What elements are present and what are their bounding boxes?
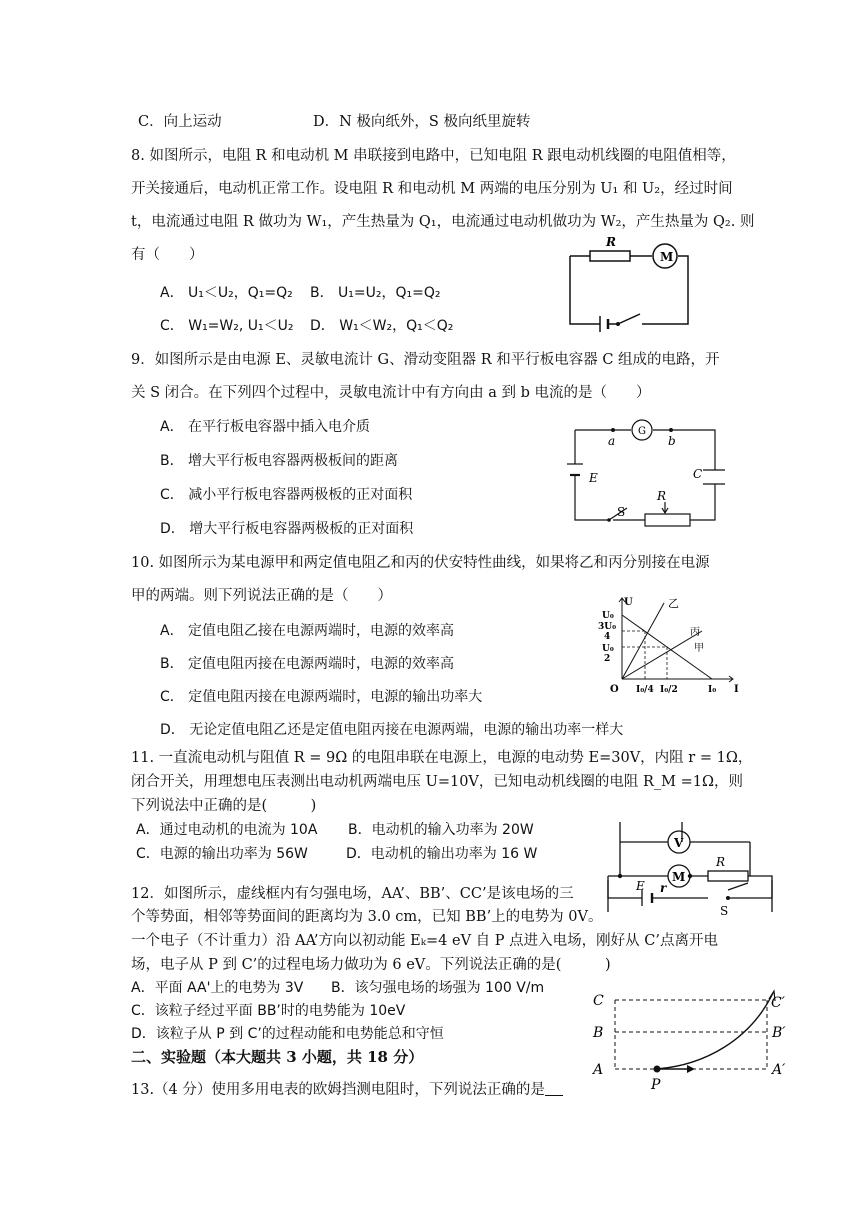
q12-text-line: 12．如图所示，虚线框内有匀强电场，AA’、BB’、CC’是该电场的三: [131, 886, 574, 902]
q13-text: 13.（4 分）使用多用电表的欧姆挡测电阻时，下列说法正确的是: [131, 1082, 545, 1098]
q11-text-line: 11. 一直流电动机与阻值 R = 9Ω 的电阻串联在电源上，电源的电动势 E=30V，内阻 r = 1Ω，: [131, 750, 753, 766]
q9-text-line: 9．如图所示是由电源 E、灵敏电流计 G、滑动变阻器 R 和平行板电容器 C 组成的电路，开: [131, 352, 720, 368]
q11-fig-label-e: E: [636, 880, 645, 893]
q12-fig-label-c-prime: C′: [771, 995, 785, 1011]
q12-fig-label-c: C: [593, 993, 604, 1009]
q12-option-b: B．该匀强电场的场强为 100 V/m: [331, 980, 545, 996]
q10-tick-u0-half-denominator: 2: [604, 654, 611, 664]
q10-axis-label-i: I: [734, 684, 739, 695]
q8-option-b: B． U₁=U₂，Q₁=Q₂: [310, 285, 441, 301]
q13-text-line: [131, 1080, 563, 1100]
q9-option-d: D． 增大平行板电容器两极板的正对面积: [160, 521, 414, 537]
q10-text-line: 10. 如图所示为某电源甲和两定值电阻乙和丙的伏安特性曲线，如果将乙和丙分别接在电源: [131, 555, 710, 571]
q9-option-c: C． 减小平行板电容器两极板的正对面积: [160, 487, 413, 503]
q11-fig-label-v: V: [674, 836, 684, 850]
q12-fig-label-a: A: [593, 1062, 604, 1078]
q8-text-line: 有（ ）: [131, 247, 204, 263]
q9-fig-label-b: b: [668, 434, 676, 448]
q12-option-a: A．平面 AA'上的电势为 3V: [131, 980, 304, 996]
q10-axis-label-u: U: [624, 597, 633, 608]
q8-text-line: t，电流通过电阻 R 做功为 W₁，产生热量为 Q₁，电流通过电动机做功为 W₂，产生热量为 Q₂. 则: [131, 214, 755, 230]
q10-tick-i0-quarter: I₀/4: [636, 685, 654, 695]
q11-fig-label-s: S: [720, 904, 729, 918]
q10-origin-label: O: [610, 684, 619, 695]
q11-option-b: B．电动机的输入功率为 20W: [348, 822, 534, 838]
q10-tick-i0-half: I₀/2: [660, 685, 678, 695]
q9-fig-label-g: G: [638, 426, 646, 437]
q9-fig-label-a: a: [608, 434, 616, 448]
q10-iv-graph: [590, 593, 740, 695]
q8-fig-label-m: M: [660, 250, 674, 264]
q12-electron-trajectory: [657, 993, 773, 1069]
q12-option-c: C．该粒子经过平面 BB’时的电势能为 10eV: [131, 1003, 406, 1019]
q9-fig-label-s: S: [617, 505, 626, 519]
q12-fig-label-p: P: [651, 1077, 661, 1093]
q10-tick-u0-half: U₀: [602, 644, 614, 654]
q8-circuit-figure: [560, 228, 700, 332]
q11-text-line: 下列说法中正确的是( ): [131, 798, 317, 814]
q11-fig-label-internal-r: r: [660, 881, 667, 895]
q12-option-d: D．该粒子从 P 到 C’的过程动能和电势能总和守恒: [131, 1026, 444, 1042]
q8-text-line: 开关接通后，电动机正常工作。设电阻 R 和电动机 M 两端的电压分别为 U₁ 和 U₂，经过时间: [131, 181, 733, 197]
q11-text-line: 闭合开关，用理想电压表测出电动机两端电压 U=10V，已知电动机线圈的电阻 R_M =1Ω，则: [131, 774, 744, 790]
q11-option-d: D．电动机的输出功率为 16 W: [346, 846, 538, 862]
q10-line-bing: [622, 631, 702, 679]
q11-option-a: A．通过电动机的电流为 10A: [136, 822, 318, 838]
q8-option-d: D． W₁＜W₂，Q₁＜Q₂: [310, 318, 454, 334]
q9-option-a: A． 在平行板电容器中插入电介质: [160, 419, 371, 435]
q10-label-yi: 乙: [668, 597, 679, 610]
q10-option-d: D． 无论定值电阻乙还是定值电阻丙接在电源两端，电源的输出功率一样大: [160, 722, 624, 738]
q9-option-b: B． 增大平行板电容器两极板间的距离: [160, 453, 399, 469]
section-heading: 二、实验题（本大题共 3 小题，共 18 分）: [131, 1048, 424, 1066]
q12-fig-label-b-prime: B′: [772, 1025, 786, 1041]
q12-text-line: 一个电子（不计重力）沿 AA’方向以初动能 Eₖ=4 eV 自 P 点进入电场，刚好从 C’点离开电: [131, 933, 718, 949]
q9-fig-label-r: R: [657, 489, 667, 503]
q10-tick-3u0-denominator: 4: [604, 632, 611, 642]
q8-fig-label-r: R: [606, 235, 616, 249]
q7-option-c: C．向上运动: [138, 114, 222, 130]
q11-fig-label-m: M: [672, 870, 686, 884]
q9-fig-label-e: E: [589, 471, 598, 485]
q13-answer-blank: [545, 1081, 563, 1096]
q10-option-c: C． 定值电阻丙接在电源两端时，电源的输出功率大: [160, 689, 483, 705]
q10-option-a: A． 定值电阻乙接在电源两端时，电源的效率高: [160, 623, 455, 639]
q10-tick-i0: I₀: [708, 685, 717, 695]
q8-text-line: 8. 如图所示，电阻 R 和电动机 M 串联接到电路中，已知电阻 R 跟电动机线圈的电阻值相等，: [131, 148, 736, 164]
q10-tick-u0: U₀: [602, 611, 614, 621]
q10-label-jia: 甲: [694, 643, 704, 654]
q12-text-line: 个等势面，相邻等势面间的距离均为 3.0 cm，已知 BB’上的电势为 0V。: [131, 909, 603, 925]
q8-option-a: A． U₁＜U₂，Q₁=Q₂: [160, 285, 293, 301]
q10-label-bing: 丙: [690, 627, 700, 638]
q9-circuit-figure: [565, 412, 725, 527]
q8-option-c: C． W₁=W₂, U₁＜U₂: [160, 318, 294, 334]
q9-text-line: 关 S 闭合。在下列四个过程中，灵敏电流计中有方向由 a 到 b 电流的是（ ）: [131, 385, 651, 401]
q12-fig-label-b: B: [593, 1025, 604, 1041]
q11-fig-label-r: R: [716, 855, 726, 869]
q12-field-figure: [585, 985, 800, 1095]
q10-text-line: 甲的两端。则下列说法正确的是（ ）: [131, 588, 392, 604]
q11-circuit-figure-bottom: [600, 880, 780, 920]
q12-text-line: 场，电子从 P 到 C’的过程电场力做功为 6 eV。下列说法正确的是( ): [131, 957, 611, 973]
q12-fig-label-a-prime: A′: [772, 1062, 786, 1078]
q7-option-d: D．N 极向纸外，S 极向纸里旋转: [313, 114, 531, 130]
q9-fig-label-c: C: [693, 467, 703, 481]
q11-option-c: C．电源的输出功率为 56W: [136, 846, 308, 862]
q10-option-b: B． 定值电阻丙接在电源两端时，电源的效率高: [160, 656, 455, 672]
q10-tick-3u0: 3U₀: [598, 622, 617, 632]
